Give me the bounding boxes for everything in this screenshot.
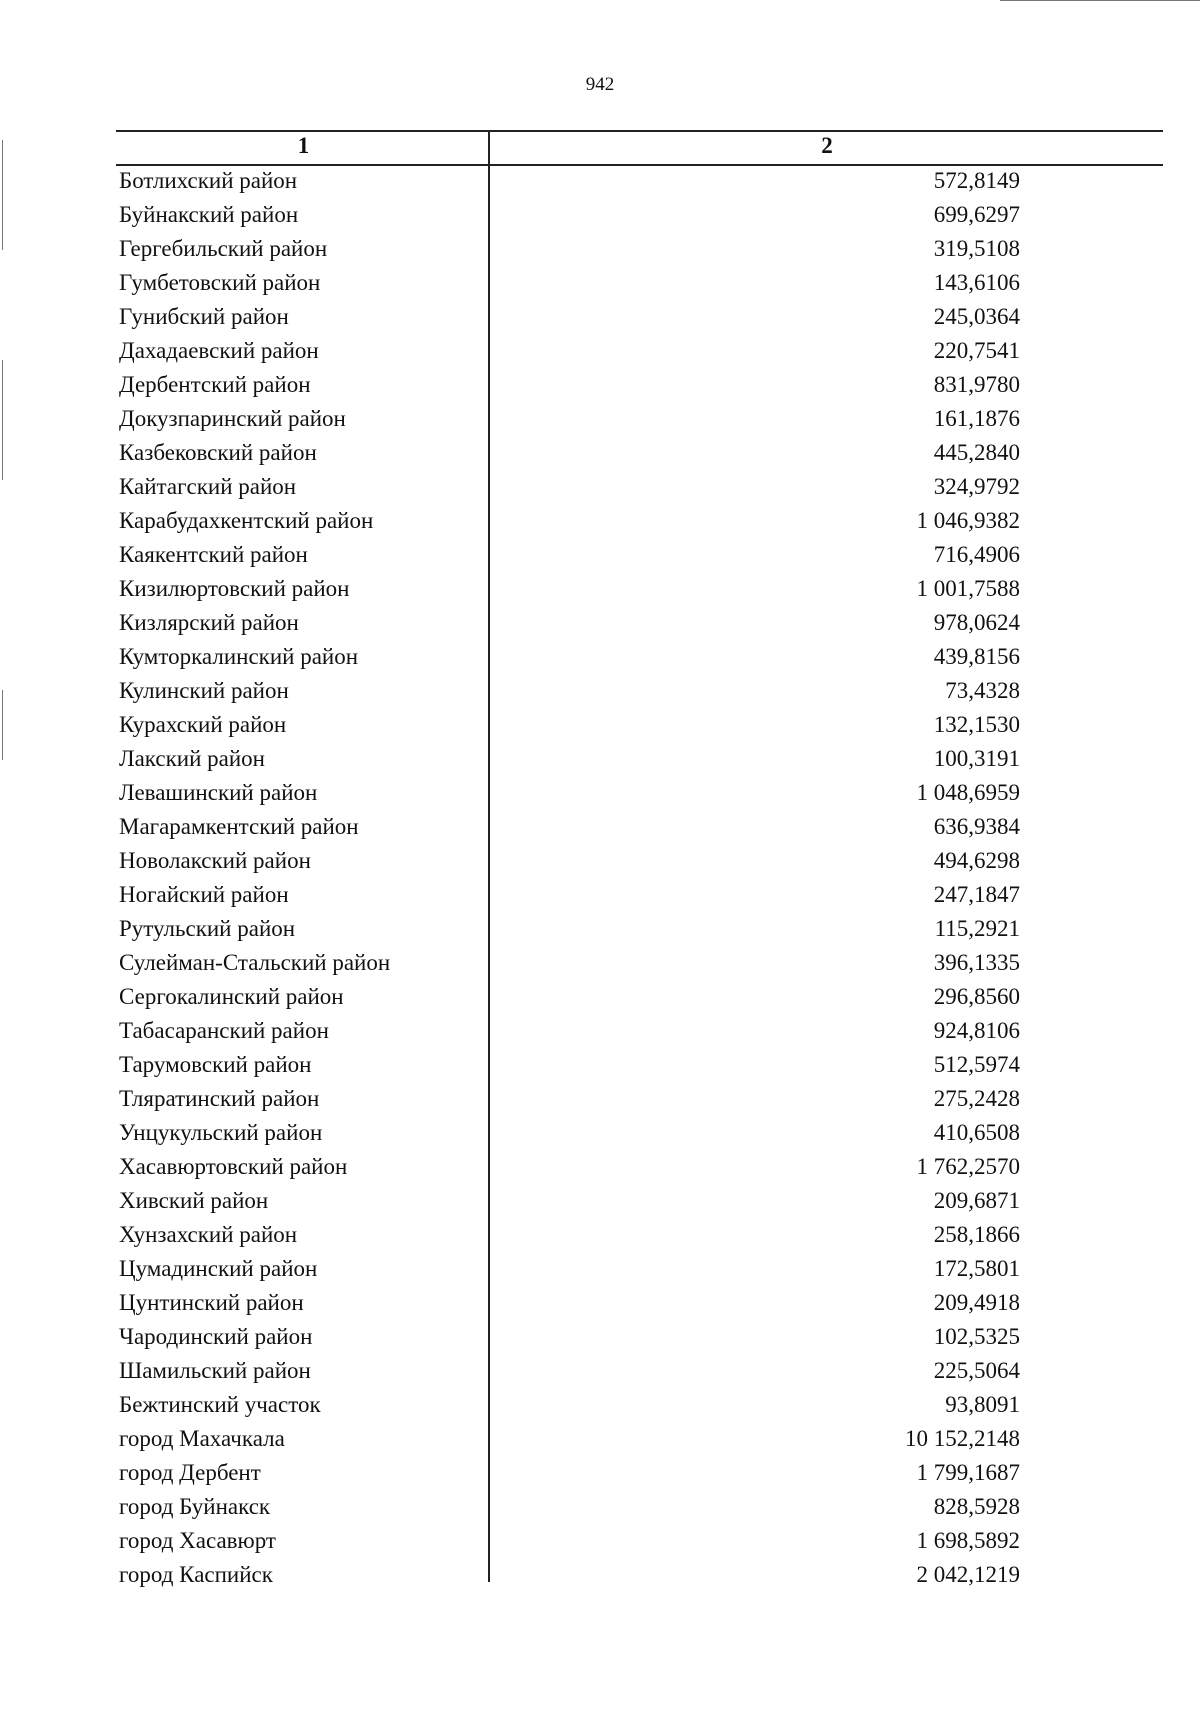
region-name: Кизилюртовский район: [119, 576, 350, 601]
region-value: 209,4918: [933, 1290, 1020, 1315]
region-name: Дахадаевский район: [119, 338, 319, 363]
region-name: Цумадинский район: [119, 1256, 318, 1281]
region-name: Чародинский район: [119, 1324, 313, 1349]
table-row: [116, 1220, 1163, 1254]
table-row: [116, 370, 1163, 404]
table-row: [116, 1356, 1163, 1390]
region-name: Магарамкентский район: [119, 814, 359, 839]
region-name: Лакский район: [119, 746, 265, 771]
table-row: [116, 1492, 1163, 1526]
region-value: 828,5928: [933, 1494, 1020, 1519]
region-value: 1 046,9382: [916, 508, 1020, 533]
table-row: [116, 642, 1163, 676]
region-value: 978,0624: [933, 610, 1020, 635]
region-value: 439,8156: [933, 644, 1020, 669]
region-name: Курахский район: [119, 712, 287, 737]
table-row: [116, 1016, 1163, 1050]
region-value: 396,1335: [933, 950, 1020, 975]
region-value: 1 762,2570: [916, 1154, 1020, 1179]
region-name: Казбековский район: [119, 440, 317, 465]
region-name: Хунзахский район: [119, 1222, 298, 1247]
region-value: 636,9384: [933, 814, 1020, 839]
table-row: [116, 1458, 1163, 1492]
table-row: [116, 982, 1163, 1016]
region-name: Гумбетовский район: [119, 270, 321, 295]
region-name: город Каспийск: [119, 1562, 273, 1587]
region-value: 1 048,6959: [916, 780, 1020, 805]
table-row: [116, 200, 1163, 234]
table-body: [116, 166, 1163, 1594]
region-name: Каякентский район: [119, 542, 308, 567]
table-row: [116, 1050, 1163, 1084]
region-name: Рутульский район: [119, 916, 296, 941]
region-value: 132,1530: [933, 712, 1020, 737]
table-row: [116, 506, 1163, 540]
region-value: 319,5108: [933, 236, 1020, 261]
region-value: 161,1876: [933, 406, 1020, 431]
region-name: Буйнакский район: [119, 202, 299, 227]
table-row: [116, 404, 1163, 438]
table-header: [116, 130, 1163, 166]
region-name: Хивский район: [119, 1188, 269, 1213]
region-name: Ногайский район: [119, 882, 289, 907]
table-row: [116, 336, 1163, 370]
region-value: 220,7541: [933, 338, 1020, 363]
region-name: Кулинский район: [119, 678, 289, 703]
region-value: 699,6297: [933, 202, 1020, 227]
region-value: 115,2921: [934, 916, 1020, 941]
table-row: [116, 1254, 1163, 1288]
region-value: 247,1847: [933, 882, 1020, 907]
region-value: 225,5064: [933, 1358, 1020, 1383]
table-row: [116, 676, 1163, 710]
region-name: Кизлярский район: [119, 610, 299, 635]
region-value: 410,6508: [933, 1120, 1020, 1145]
region-name: Новолакский район: [119, 848, 311, 873]
table-row: [116, 1186, 1163, 1220]
scan-artifact-mark: [2, 690, 3, 760]
region-value: 172,5801: [933, 1256, 1020, 1281]
scan-artifact-mark: [2, 360, 3, 480]
table-row: [116, 302, 1163, 336]
region-value: 93,8091: [945, 1392, 1020, 1417]
table-row: [116, 574, 1163, 608]
region-name: Табасаранский район: [119, 1018, 329, 1043]
region-value: 445,2840: [933, 440, 1020, 465]
region-value: 924,8106: [933, 1018, 1020, 1043]
region-name: Гунибский район: [119, 304, 289, 329]
table-row: [116, 1560, 1163, 1594]
region-name: Сулейман-Стальский район: [119, 950, 391, 975]
table-row: [116, 268, 1163, 302]
region-value: 494,6298: [933, 848, 1020, 873]
table-row: [116, 472, 1163, 506]
table-row: [116, 812, 1163, 846]
region-name: город Буйнакск: [119, 1494, 271, 1519]
region-name: Сергокалинский район: [119, 984, 344, 1009]
region-value: 1 001,7588: [916, 576, 1020, 601]
data-table: [116, 130, 1163, 1594]
region-value: 245,0364: [933, 304, 1020, 329]
table-row: [116, 540, 1163, 574]
region-name: город Дербент: [119, 1460, 261, 1485]
table-row: [116, 1322, 1163, 1356]
region-name: Ботлихский район: [119, 168, 298, 193]
table-row: [116, 744, 1163, 778]
column-header-1: 1: [297, 133, 310, 158]
region-value: 275,2428: [933, 1086, 1020, 1111]
page-number: 942: [585, 74, 615, 95]
region-value: 296,8560: [933, 984, 1020, 1009]
table-row: [116, 914, 1163, 948]
table-row: [116, 166, 1163, 200]
region-name: Унцукульский район: [119, 1120, 323, 1145]
table-row: [116, 846, 1163, 880]
region-value: 10 152,2148: [905, 1426, 1020, 1451]
region-name: Карабудахкентский район: [119, 508, 374, 533]
region-name: Левашинский район: [119, 780, 318, 805]
table-row: [116, 1118, 1163, 1152]
region-name: Бежтинский участок: [119, 1392, 321, 1417]
region-name: Тляратинский район: [119, 1086, 320, 1111]
scan-artifact-line: [1000, 0, 1200, 1]
region-name: Цунтинский район: [119, 1290, 304, 1315]
region-value: 73,4328: [945, 678, 1020, 703]
table-row: [116, 778, 1163, 812]
table-row: [116, 1526, 1163, 1560]
table-row: [116, 710, 1163, 744]
region-value: 831,9780: [933, 372, 1020, 397]
region-name: Докузпаринский район: [119, 406, 346, 431]
region-name: город Хасавюрт: [119, 1528, 276, 1553]
region-name: Кайтагский район: [119, 474, 297, 499]
region-name: Гергебильский район: [119, 236, 328, 261]
table-row: [116, 1084, 1163, 1118]
table-row: [116, 880, 1163, 914]
region-value: 100,3191: [933, 746, 1020, 771]
table-row: [116, 608, 1163, 642]
region-value: 1 698,5892: [916, 1528, 1020, 1553]
region-name: Тарумовский район: [119, 1052, 312, 1077]
table-row: [116, 438, 1163, 472]
column-header-2: 2: [821, 133, 833, 158]
region-name: Дербентский район: [119, 372, 311, 397]
region-value: 512,5974: [933, 1052, 1020, 1077]
region-value: 209,6871: [933, 1188, 1020, 1213]
region-value: 716,4906: [933, 542, 1020, 567]
region-value: 1 799,1687: [916, 1460, 1020, 1485]
table-row: [116, 948, 1163, 982]
region-value: 143,6106: [933, 270, 1020, 295]
region-value: 102,5325: [933, 1324, 1020, 1349]
region-name: Шамильский район: [119, 1358, 311, 1383]
region-value: 572,8149: [933, 168, 1020, 193]
region-name: Кумторкалинский район: [119, 644, 359, 669]
region-value: 258,1866: [933, 1222, 1020, 1247]
region-name: Хасавюртовский район: [119, 1154, 348, 1179]
table-row: [116, 234, 1163, 268]
scan-artifact-mark: [2, 140, 3, 250]
region-value: 2 042,1219: [916, 1562, 1020, 1587]
region-name: город Махачкала: [119, 1426, 285, 1451]
region-value: 324,9792: [933, 474, 1020, 499]
table-row: [116, 1288, 1163, 1322]
table-row: [116, 1152, 1163, 1186]
table-row: [116, 1390, 1163, 1424]
table-row: [116, 1424, 1163, 1458]
